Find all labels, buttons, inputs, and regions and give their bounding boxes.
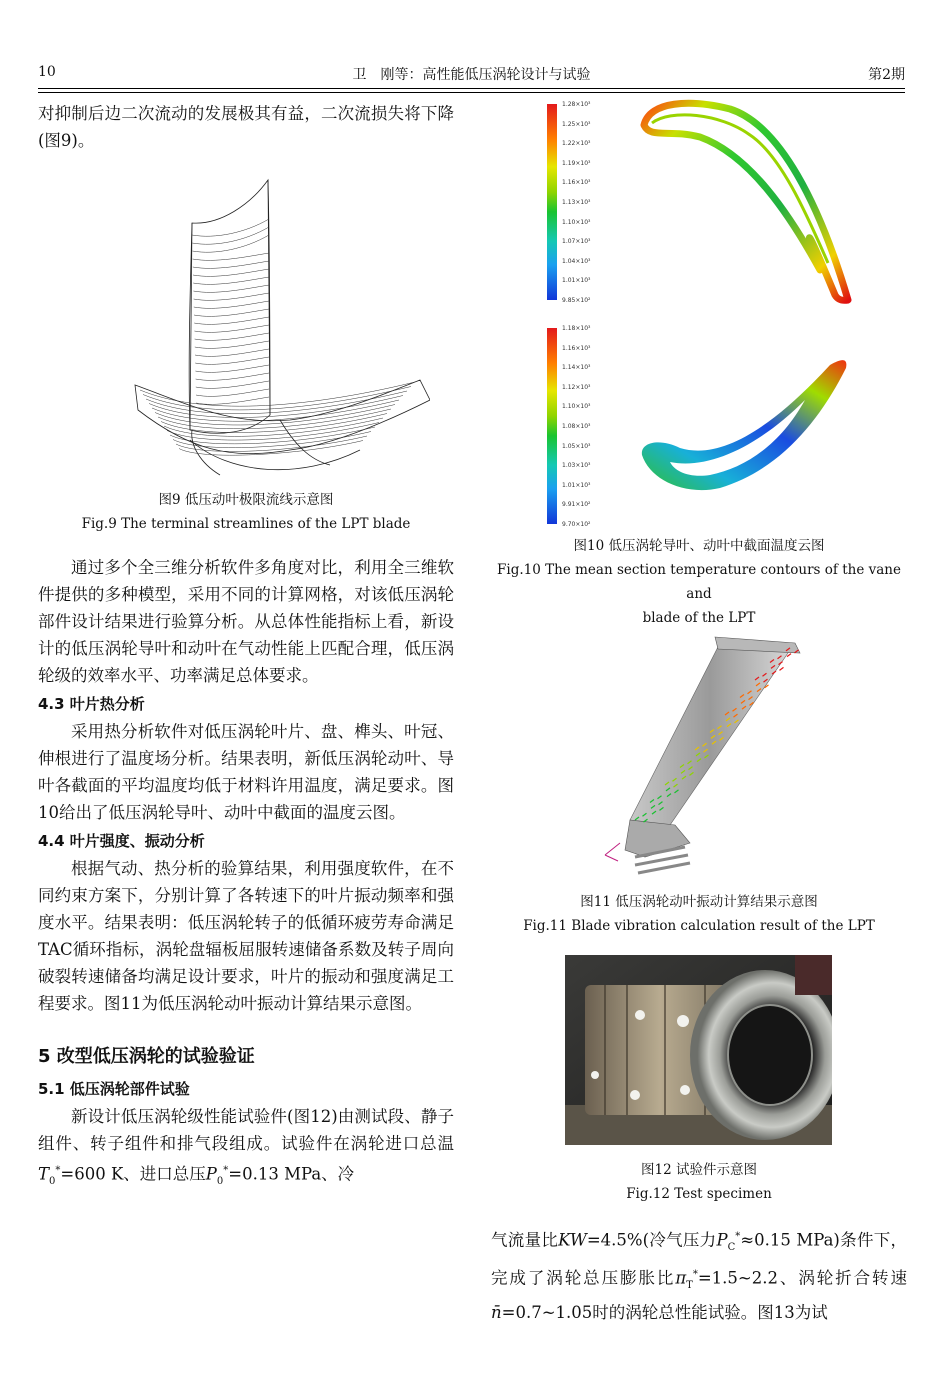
- fig9-caption: [38, 488, 454, 536]
- section-4-4-heading: 4.4 叶片强度、振动分析: [38, 832, 205, 850]
- colorbar-tick-label: 1.05×10³: [562, 442, 591, 450]
- streamline: [194, 301, 269, 308]
- fig11-caption-en: Fig.11 Blade vibration calculation result of the LPT: [523, 918, 875, 934]
- colorbar-tick-label: 1.22×10³: [562, 140, 591, 148]
- streamline: [193, 285, 269, 292]
- streamline: [193, 253, 269, 260]
- streamline: [195, 357, 269, 364]
- fig11-caption: [484, 890, 914, 938]
- colorbar-tick-label: 9.85×10²: [562, 297, 591, 304]
- streamline: [196, 397, 269, 404]
- running-title: 卫 刚等：高性能低压涡轮设计与试验: [352, 67, 591, 83]
- header-rule-thick: [38, 88, 905, 89]
- streamline: [193, 269, 269, 276]
- colorbar-tick-label: 1.08×10³: [562, 423, 591, 430]
- right-column-body: [491, 1223, 907, 1326]
- colorbar-tick-label: 1.13×10³: [562, 199, 591, 206]
- fig9-caption-en: Fig.9 The terminal streamlines of the LPT blade: [81, 516, 411, 532]
- paragraph-strength: 根据气动、热分析的验算结果，利用强度软件，在不同约束方案下，分别计算了各转速下的叶片振动频率和强度水平。结果表明：低压涡轮转子的低循环疲劳寿命满足TAC循环指标，涡轮盘辐板屈服转速储备系数及转子周向破裂转速储备均满足设计要求，叶片的振动和强度满足工程要求。图11为低压涡轮动叶振动计算结果示意图。: [38, 859, 454, 1013]
- fig12-caption: [484, 1158, 914, 1206]
- section-5-1-heading: 5.1 低压涡轮部件试验: [38, 1080, 190, 1098]
- vibration-vector: [787, 654, 791, 657]
- fig10-blade-contour: [630, 350, 860, 500]
- header-rule-thin: [38, 92, 905, 93]
- fig11-blade-vibration: [590, 625, 820, 880]
- streamline: [193, 277, 269, 284]
- colorbar-tick-label: 1.28×10³: [562, 101, 591, 108]
- colorbar-tick-label: 1.16×10³: [562, 179, 591, 187]
- streamline: [192, 227, 269, 244]
- paragraph-test-specimen: 新设计低压涡轮级性能试验件(图12)由测试段、静子组件、转子组件和排气段组成。试验件在涡轮进口总温$T_0^*=600$ K、进口总压$P_0^*=0.13$ MPa、冷: [38, 1107, 454, 1187]
- page-number: 10: [38, 64, 56, 80]
- colorbar-tick-label: 1.10×10³: [562, 403, 591, 411]
- streamline: [195, 333, 269, 340]
- streamline: [195, 365, 269, 372]
- hub-streamline: [158, 409, 391, 429]
- issue-label: 第2期: [868, 67, 905, 83]
- fig10-caption-en-line2: blade of the LPT: [642, 610, 756, 626]
- fig10-caption-en-line1: Fig.10 The mean section temperature contours of the vane and: [497, 562, 901, 602]
- colorbar-tick-label: 1.10×10³: [562, 218, 591, 226]
- section-4-3-heading: 4.3 叶片热分析: [38, 695, 145, 713]
- colorbar-tick-label: 1.19×10³: [562, 159, 591, 167]
- streamline: [192, 219, 269, 236]
- colorbar-tick-label: 1.16×10³: [562, 344, 591, 352]
- colorbar-tick-label: 1.07×10³: [562, 238, 591, 246]
- colorbar-tick-label: 1.14×10³: [562, 364, 591, 372]
- colorbar-tick-label: 1.04×10³: [562, 257, 591, 265]
- colorbar-tick-label: 1.18×10³: [562, 325, 591, 332]
- left-column-body: [38, 554, 454, 1195]
- vibration-vector: [780, 667, 784, 670]
- streamline: [194, 317, 269, 324]
- streamline: [196, 373, 269, 380]
- streamline: [195, 341, 269, 348]
- fig12-caption-cn: 图12 试验件示意图: [641, 1162, 757, 1178]
- fig9-caption-cn: 图9 低压动叶极限流线示意图: [158, 492, 334, 508]
- streamline: [195, 349, 269, 356]
- paragraph-test-conditions: 气流量比KW=4.5%(冷气压力$P_C^*\approx 0.15$ MPa)条件下，完成了涡轮总压膨胀比$\pi_T^*=1.5\sim 2.2$、涡轮折合转速n̄=0.7~1.05时的涡轮总性能试验。图13为试: [491, 1230, 908, 1322]
- fig10-colorbar-vane-labels: [562, 100, 622, 304]
- fig10-caption-cn: 图10 低压涡轮导叶、动叶中截面温度云图: [573, 538, 825, 554]
- colorbar-tick-label: 1.12×10³: [562, 383, 591, 391]
- fig10-vane-contour: [630, 95, 860, 310]
- colorbar-tick-label: 9.70×10²: [562, 521, 591, 528]
- streamline: [194, 309, 269, 316]
- streamline: [196, 389, 269, 396]
- streamline: [193, 261, 269, 268]
- streamline: [194, 293, 269, 300]
- fig10-colorbar-vane: [547, 104, 557, 300]
- colorbar-tick-label: 1.25×10³: [562, 120, 591, 128]
- fig9-streamline-drawing: [130, 175, 430, 485]
- hub-streamline: [170, 427, 375, 444]
- fig11-caption-cn: 图11 低压涡轮动叶振动计算结果示意图: [580, 894, 818, 910]
- left-para-top-block: [38, 100, 454, 154]
- colorbar-tick-label: 1.03×10³: [562, 462, 591, 470]
- paragraph-thermal: 采用热分析软件对低压涡轮叶片、盘、榫头、叶冠、伸根进行了温度场分析。结果表明，新低压涡轮动叶、导叶各截面的平均温度均低于材料许用温度，满足要求。图10给出了低压涡轮导叶、动叶中截面的温度云图。: [38, 722, 454, 822]
- colorbar-tick-label: 9.91×10²: [562, 501, 591, 509]
- fig10-caption: [484, 534, 914, 630]
- fig12-caption-en: Fig.12 Test specimen: [626, 1186, 772, 1202]
- streamline: [192, 235, 269, 252]
- fig10-colorbar-blade: [547, 328, 557, 524]
- fig10-colorbar-blade-labels: [562, 324, 622, 528]
- colorbar-tick-label: 1.01×10³: [562, 277, 591, 285]
- fig12-test-specimen-photo: [565, 955, 832, 1145]
- page-header: [38, 64, 905, 86]
- colorbar-tick-label: 1.01×10³: [562, 481, 591, 489]
- paragraph-top: 对抑制后边二次流动的发展极其有益，二次流损失将下降(图9)。: [38, 104, 454, 150]
- section-5-heading: 5 改型低压涡轮的试验验证: [38, 1046, 255, 1067]
- streamline: [196, 381, 269, 388]
- streamline: [194, 325, 269, 332]
- paragraph-verification: 通过多个全三维分析软件多角度对比，利用全三维软件提供的多种模型，采用不同的计算网格，对该低压涡轮部件设计结果进行验算分析。从总体性能指标上看，新设计的低压涡轮导叶和动叶在气动性能上匹配合理，低压涡轮级的效率水平、功率满足总体要求。: [38, 558, 454, 685]
